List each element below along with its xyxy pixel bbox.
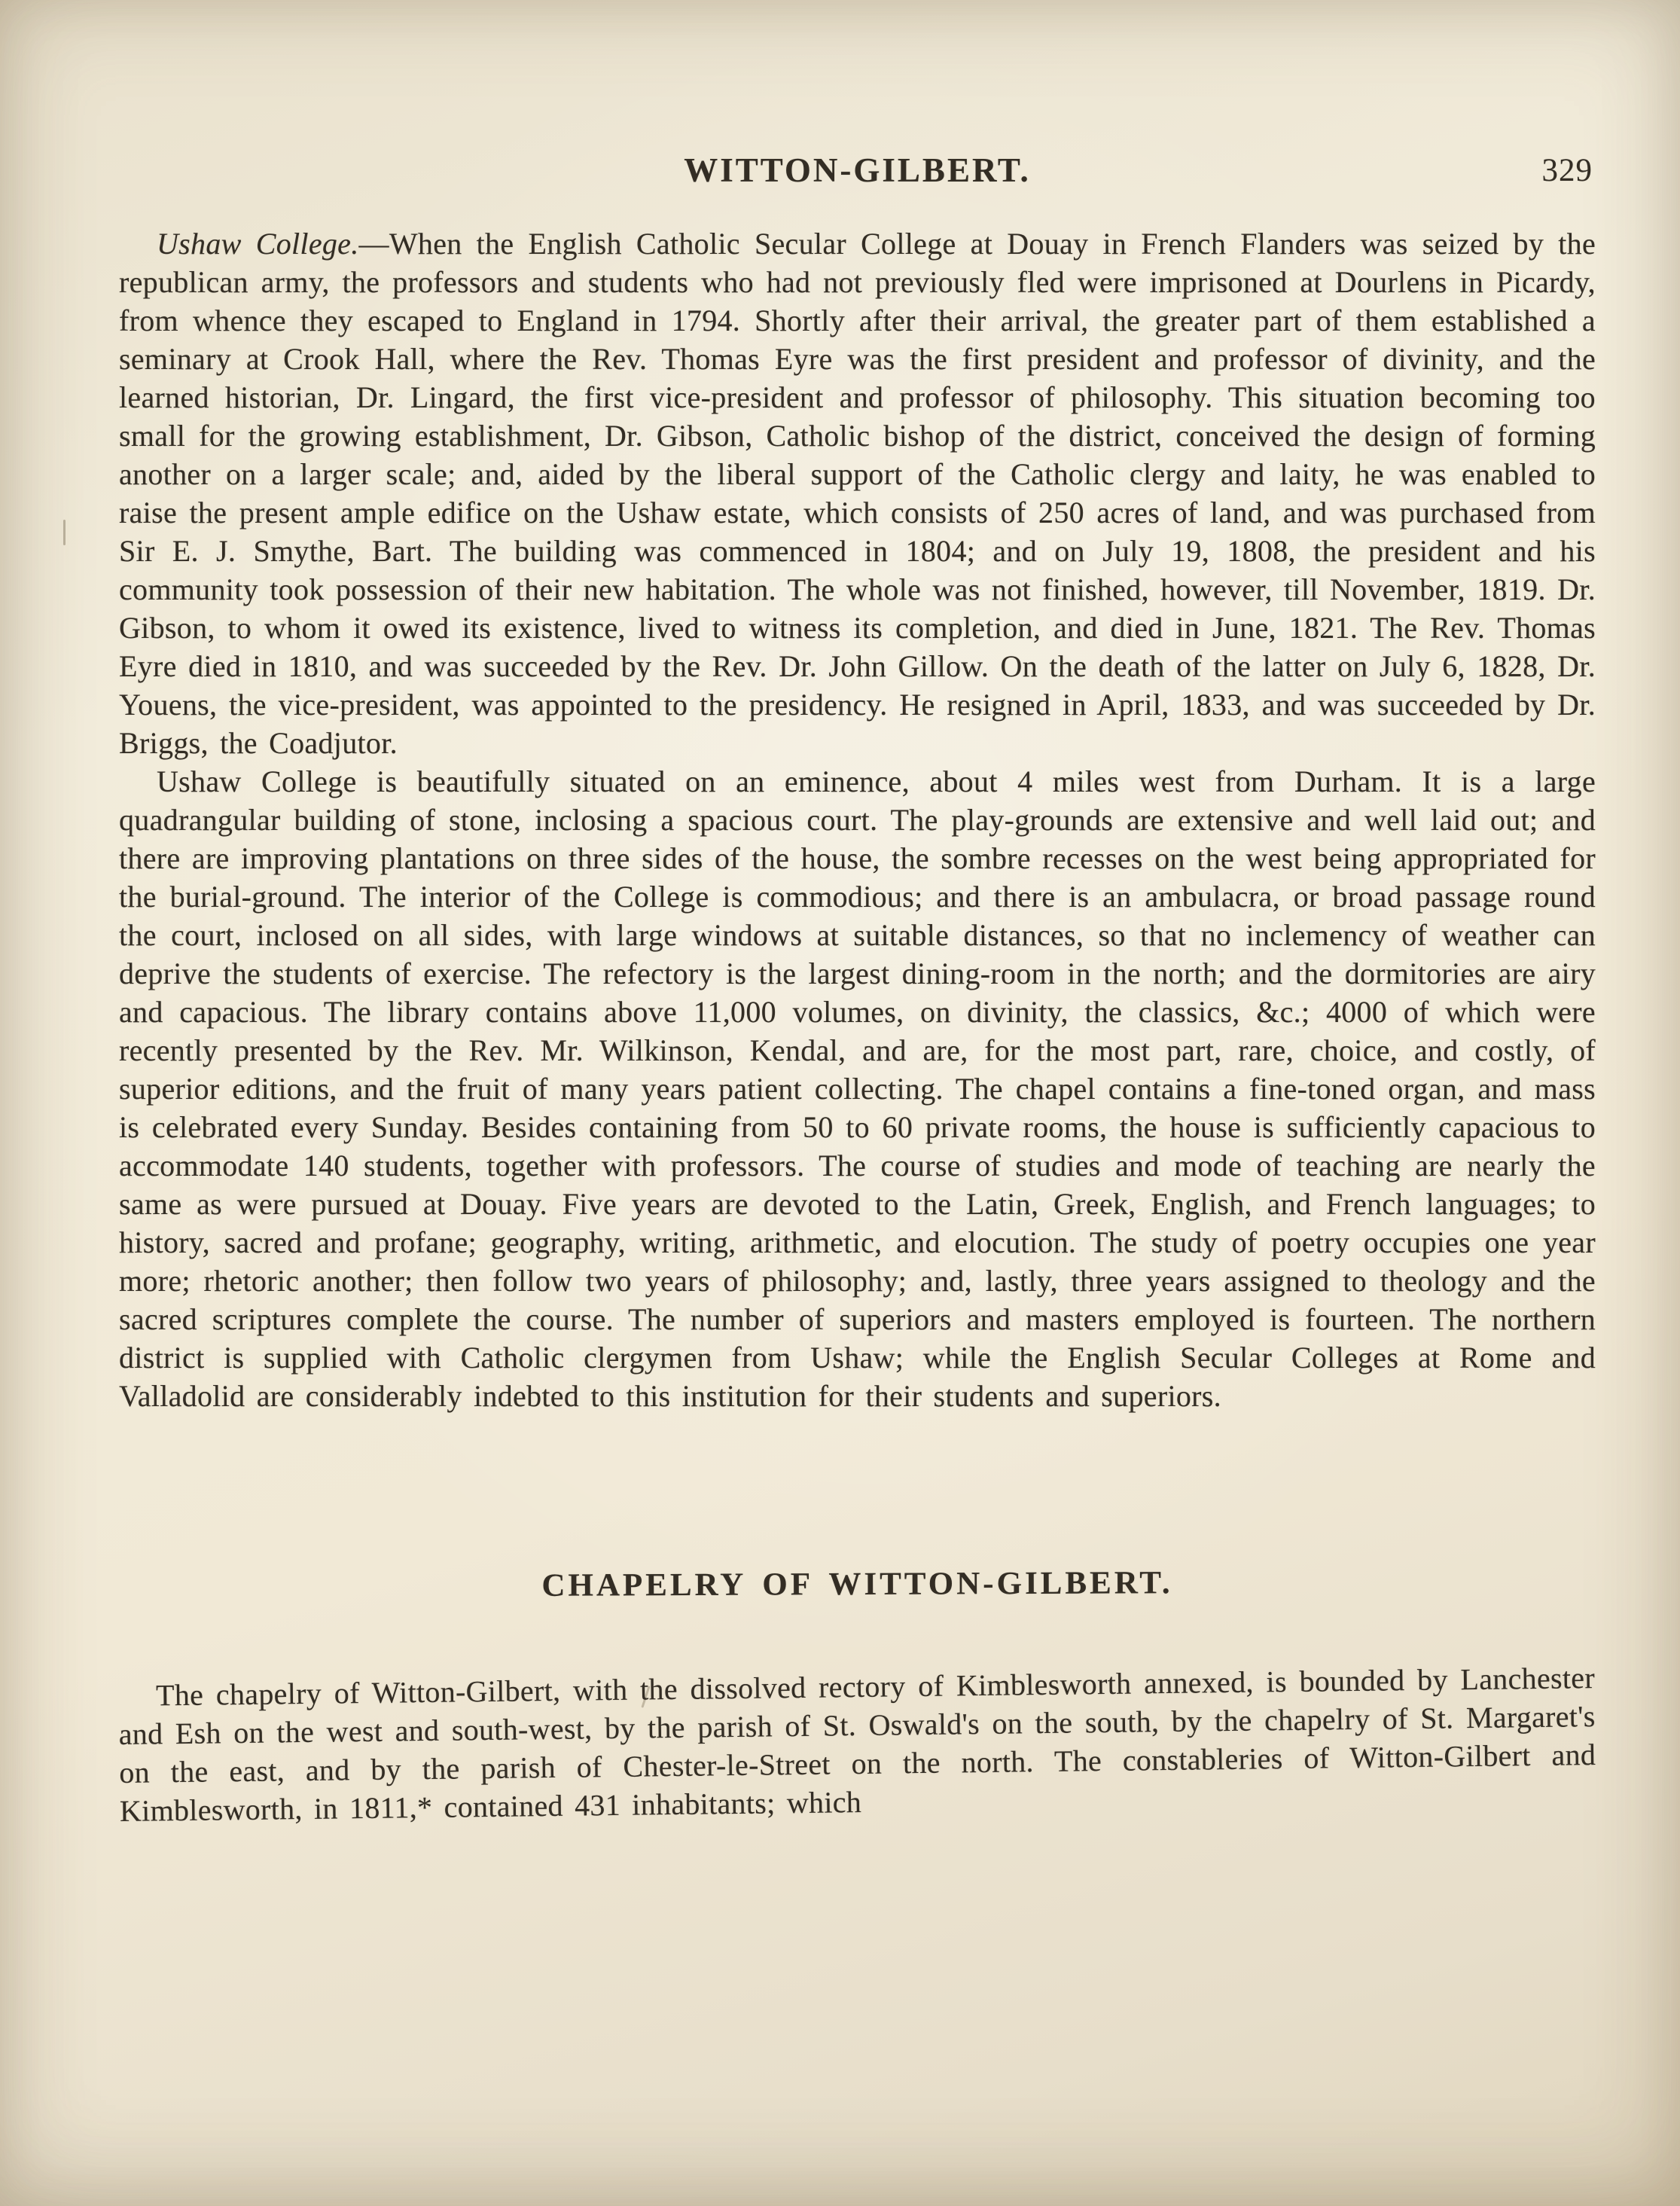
scan-artifact-mark	[63, 520, 66, 545]
running-title: WITTON-GILBERT.	[684, 151, 1031, 189]
page-number: 329	[1541, 153, 1593, 188]
paragraph-lead-italic: Ushaw College.	[157, 227, 359, 261]
paragraph-chapelry-bounds: The chapelry of Witton-Gilbert, with the dissolved rectory of Kimblesworth annexed, is bounded by Lanchester and Esh on the west and south-west, by the parish of St. Oswald's on the south, by the chapelry of St. Margaret's on the east, and by the parish of Chester-le-Street on the north. The constableries of Witton-Gilbert and Kimblesworth, in 1811,* contained 431 inhabitants; which	[118, 1661, 1596, 1828]
paragraph-text: —When the English Catholic Secular College at Douay in French Flanders was seized by the republican army, the professors and students who had not previously fled were imprisoned at Dourlens in Picardy, from whence they escaped to England in 1794. Shortly after their arrival, the greater part of them established a seminary at Crook Hall, where the Rev. Thomas Eyre was the first president and professor of divinity, and the learned historian, Dr. Lingard, the first vice-president and professor of philosophy. This situation becoming too small for the growing establishment, Dr. Gibson, Catholic bishop of the district, conceived the design of forming another on a larger scale; and, aided by the liberal support of the Catholic clergy and laity, he was enabled to raise the present ample edifice on the Ushaw estate, which consists of 250 acres of land, and was purchased from Sir E. J. Smythe, Bart. The building was commenced in 1804; and on July 19, 1808, the president and his community took possession of their new habitation. The whole was not finished, however, till November, 1819. Dr. Gibson, to whom it owed its existence, lived to witness its completion, and died in June, 1821. The Rev. Thomas Eyre died in 1810, and was succeeded by the Rev. Dr. John Gillow. On the death of the latter on July 6, 1828, Dr. Youens, the vice-president, was appointed to the presidency. He resigned in April, 1833, and was succeeded by Dr. Briggs, the Coadjutor.	[119, 227, 1596, 760]
chapelry-section	[119, 1566, 1596, 1830]
page-body	[119, 224, 1596, 1830]
paragraph-ushaw-description: Ushaw College is beautifully situated on an eminence, about 4 miles west from Durham. It is a large quadrangular building of stone, inclosing a spacious court. The play-grounds are extensive and well laid out; and there are improving plantations on three sides of the house, the sombre recesses on the west being appropriated for the burial-ground. The interior of the College is commodious; and there is an ambulacra, or broad passage round the court, inclosed on all sides, with large windows at suitable distances, so that no inclemency of weather can deprive the students of exercise. The refectory is the largest dining-room in the north; and the dormitories are airy and capacious. The library contains above 11,000 volumes, on divinity, the classics, &c.; 4000 of which were recently presented by the Rev. Mr. Wilkinson, Kendal, and are, for the most part, rare, choice, and costly, of superior editions, and the fruit of many years patient collecting. The chapel contains a fine-toned organ, and mass is celebrated every Sunday. Besides containing from 50 to 60 private rooms, the house is sufficiently capacious to accommodate 140 students, together with professors. The course of studies and mode of teaching are nearly the same as were pursued at Douay. Five years are devoted to the Latin, Greek, English, and French languages; to history, sacred and profane; geography, writing, arithmetic, and elocution. The study of poetry occupies one year more; rhetoric another; then follow two years of philosophy; and, lastly, three years assigned to theology and the sacred scriptures complete the course. The number of superiors and masters employed is fourteen. The northern district is supplied with Catholic clergymen from Ushaw; while the English Secular Colleges at Rome and Valladolid are considerably indebted to this institution for their students and superiors.	[119, 764, 1596, 1413]
paragraph-ushaw-history	[119, 224, 1596, 762]
page-header	[119, 151, 1596, 196]
section-heading: CHAPELRY OF WITTON-GILBERT.	[541, 1565, 1173, 1603]
